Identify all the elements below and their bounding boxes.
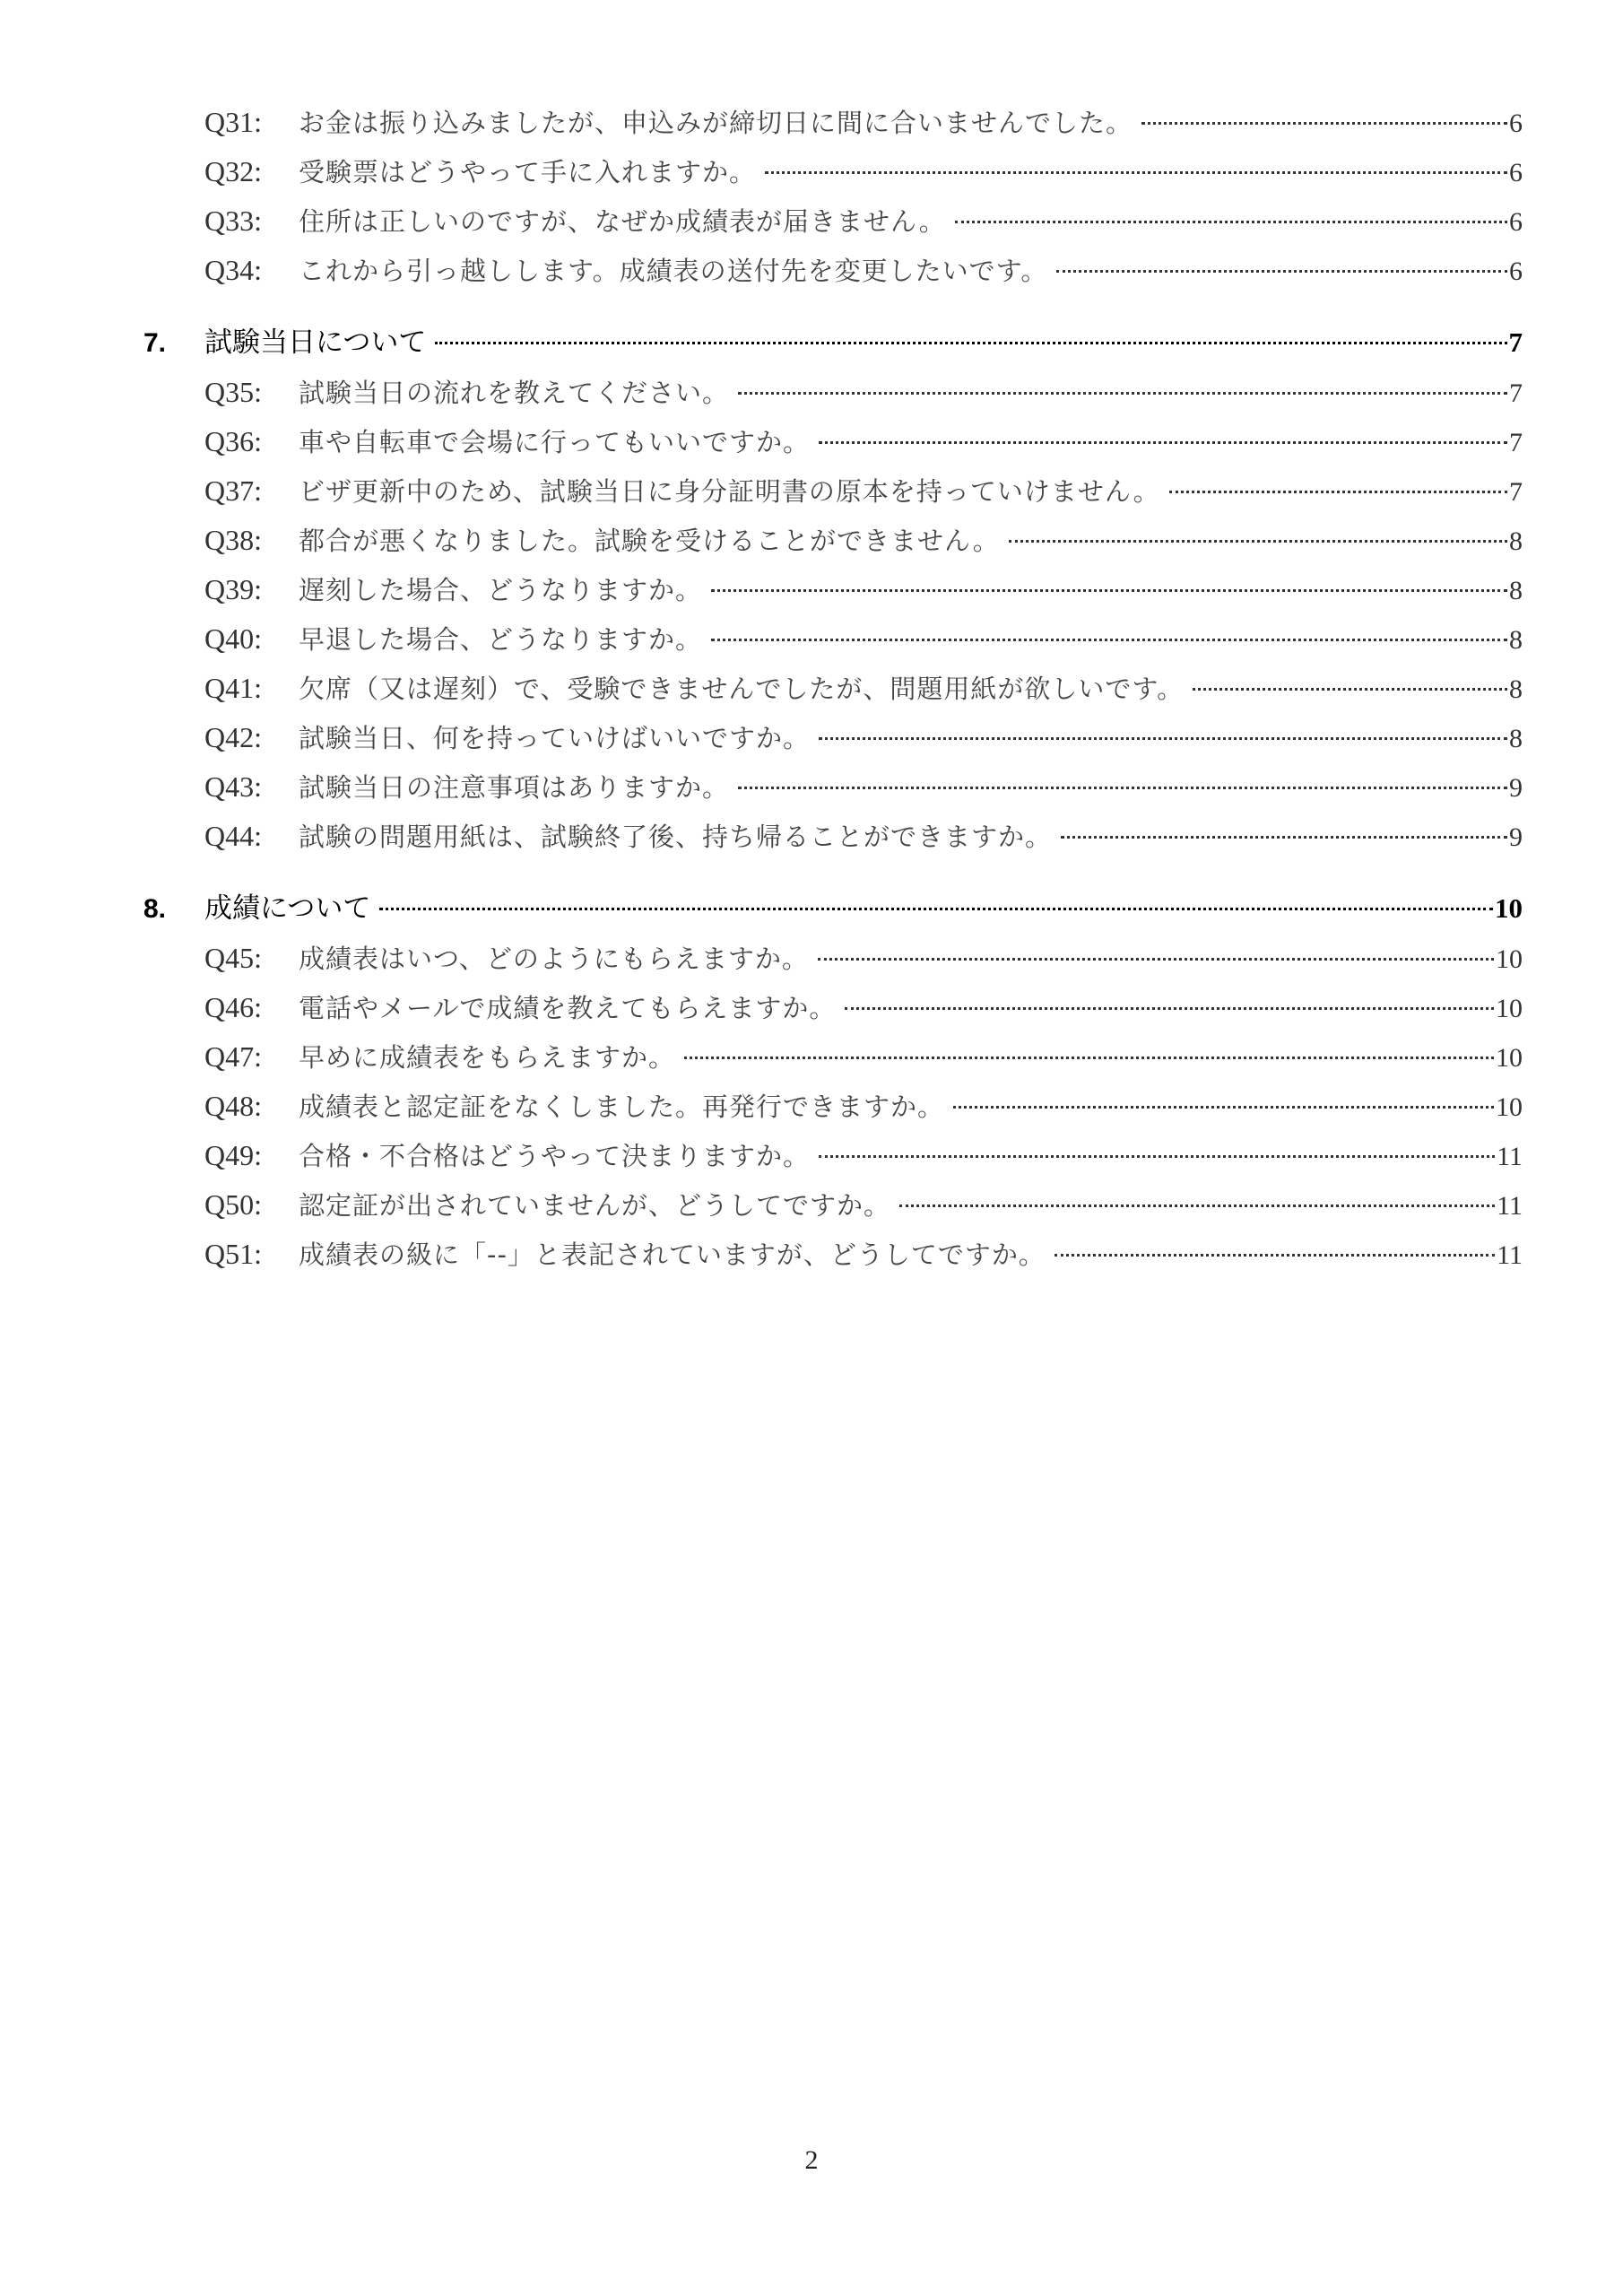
dot-leader: [1061, 836, 1507, 839]
entry-title: 試験当日の注意事項はありますか。: [299, 772, 730, 803]
section-title: 成績について: [204, 892, 371, 925]
toc-entry-q41[interactable]: [204, 666, 1523, 709]
entry-number: Q47:: [204, 1040, 262, 1073]
entry-number: Q46:: [204, 991, 262, 1023]
toc-entry-q48[interactable]: [204, 1084, 1523, 1127]
page-number-footer: 2: [804, 2145, 819, 2175]
entry-title: ビザ更新中のため、試験当日に身分証明書の原本を持っていけません。: [299, 476, 1160, 507]
entry-page-number: 8: [1509, 724, 1523, 753]
entry-number: Q36:: [204, 425, 262, 457]
toc-entry-q43[interactable]: [204, 765, 1523, 808]
entry-number: Q45:: [204, 942, 262, 974]
dot-leader: [765, 171, 1507, 174]
entry-title: 成績表の級に「--」と表記されていますが、どうしてですか。: [299, 1239, 1046, 1270]
toc-entry-q47[interactable]: [204, 1035, 1523, 1078]
entry-title: 早めに成績表をもらえますか。: [299, 1042, 676, 1073]
entry-number: Q33:: [204, 204, 262, 237]
entry-page-number: 8: [1509, 576, 1523, 605]
dot-leader: [819, 1155, 1495, 1158]
entry-title: 都合が悪くなりました。試験を受けることができません。: [299, 526, 1000, 556]
toc-entry-q33[interactable]: [204, 199, 1523, 242]
section-page-number: 10: [1495, 892, 1523, 924]
entry-title: 欠席（又は遅刻）で、受験できませんでしたが、問題用紙が欲しいです。: [299, 674, 1185, 704]
dot-leader: [738, 787, 1507, 789]
entry-number: Q42:: [204, 721, 262, 753]
entry-title: 電話やメールで成績を教えてもらえますか。: [299, 993, 837, 1023]
entry-page-number: 6: [1509, 158, 1523, 187]
entry-number: Q44:: [204, 820, 262, 852]
toc-entry-q44[interactable]: [204, 814, 1523, 857]
entry-title: 成績表と認定証をなくしました。再発行できますか。: [299, 1091, 945, 1122]
entry-number: Q49:: [204, 1139, 262, 1171]
toc-entry-q51[interactable]: [204, 1232, 1523, 1275]
entry-title: 認定証が出されていませんが、どうしてですか。: [299, 1190, 891, 1221]
section-title: 試験当日について: [204, 326, 427, 359]
entry-page-number: 10: [1496, 1092, 1523, 1122]
entry-page-number: 6: [1509, 207, 1523, 237]
dot-leader: [1056, 270, 1507, 273]
entry-page-number: 8: [1509, 526, 1523, 556]
entry-number: Q50:: [204, 1188, 262, 1221]
entry-title: 早退した場合、どうなりますか。: [299, 624, 703, 655]
entry-number: Q51:: [204, 1238, 262, 1270]
dot-leader: [684, 1057, 1494, 1059]
toc-entry-q32[interactable]: [204, 150, 1523, 193]
toc-entry-q42[interactable]: [204, 716, 1523, 759]
entry-page-number: 9: [1509, 822, 1523, 852]
toc-entry-q45[interactable]: [204, 936, 1523, 979]
entry-page-number: 10: [1496, 1043, 1523, 1073]
dot-leader: [899, 1205, 1495, 1207]
toc-entry-q49[interactable]: [204, 1134, 1523, 1177]
entry-page-number: 11: [1497, 1240, 1523, 1270]
entry-page-number: 8: [1509, 625, 1523, 655]
entry-title: 試験当日の流れを教えてください。: [299, 378, 730, 408]
entry-number: Q43:: [204, 770, 262, 803]
entry-number: Q31:: [204, 106, 262, 138]
dot-leader: [711, 639, 1507, 641]
toc-entry-q36[interactable]: [204, 420, 1523, 463]
entry-page-number: 7: [1509, 428, 1523, 457]
toc-entry-q39[interactable]: [204, 568, 1523, 611]
toc-entry-q31[interactable]: [204, 100, 1523, 144]
entry-title: 試験の問題用紙は、試験終了後、持ち帰ることができますか。: [299, 822, 1053, 852]
entry-title: 試験当日、何を持っていけばいいですか。: [299, 723, 811, 753]
toc-entry-q50[interactable]: [204, 1183, 1523, 1226]
entry-title: 車や自転車で会場に行ってもいいですか。: [299, 427, 811, 457]
entry-title: 受験票はどうやって手に入れますか。: [299, 157, 757, 187]
dot-leader: [845, 1007, 1494, 1010]
toc-section-7[interactable]: [143, 321, 1523, 364]
dot-leader: [379, 908, 1493, 910]
entry-page-number: 9: [1509, 773, 1523, 803]
entry-number: Q35:: [204, 376, 262, 408]
dot-leader: [1193, 688, 1507, 691]
dot-leader: [819, 737, 1507, 740]
entry-page-number: 11: [1497, 1142, 1523, 1171]
entry-title: これから引っ越しします。成績表の送付先を変更したいです。: [299, 256, 1048, 286]
entry-number: Q41:: [204, 672, 262, 704]
toc-entry-q38[interactable]: [204, 518, 1523, 561]
entry-number: Q34:: [204, 254, 262, 286]
entry-page-number: 6: [1509, 257, 1523, 286]
dot-leader: [1009, 540, 1507, 543]
entry-page-number: 7: [1509, 477, 1523, 507]
entry-title: お金は振り込みましたが、申込みが締切日に間に合いませんでした。: [299, 108, 1133, 138]
entry-number: Q39:: [204, 573, 262, 605]
toc-entry-q46[interactable]: [204, 986, 1523, 1029]
dot-leader: [818, 958, 1494, 961]
entry-page-number: 10: [1496, 944, 1523, 974]
toc-entry-q37[interactable]: [204, 469, 1523, 512]
dot-leader: [1169, 491, 1507, 493]
entry-number: Q48:: [204, 1090, 262, 1122]
entry-title: 成績表はいつ、どのようにもらえますか。: [299, 944, 809, 974]
entry-title: 住所は正しいのですが、なぜか成績表が届きません。: [299, 206, 946, 237]
dot-leader: [1141, 122, 1507, 125]
dot-leader: [953, 1106, 1494, 1109]
entry-number: Q40:: [204, 622, 262, 655]
entry-title: 合格・不合格はどうやって決まりますか。: [299, 1141, 811, 1171]
entry-number: Q38:: [204, 524, 262, 556]
entry-page-number: 11: [1497, 1191, 1523, 1221]
entry-page-number: 8: [1509, 674, 1523, 704]
section-page-number: 7: [1508, 326, 1523, 358]
entry-title: 遅刻した場合、どうなりますか。: [299, 575, 703, 605]
dot-leader: [819, 441, 1507, 444]
toc-entry-q35[interactable]: [204, 370, 1523, 413]
entry-number: Q37:: [204, 474, 262, 507]
toc-entry-q34[interactable]: [204, 248, 1523, 291]
dot-leader: [711, 589, 1507, 592]
dot-leader: [435, 342, 1506, 344]
entry-page-number: 7: [1509, 378, 1523, 408]
entry-number: Q32:: [204, 155, 262, 187]
dot-leader: [955, 221, 1507, 223]
section-number: 7.: [143, 328, 167, 358]
section-number: 8.: [143, 894, 167, 924]
entry-page-number: 10: [1496, 994, 1523, 1023]
toc-entry-q40[interactable]: [204, 617, 1523, 660]
dot-leader: [738, 392, 1507, 395]
toc-section-8[interactable]: [143, 887, 1523, 930]
dot-leader: [1055, 1254, 1495, 1257]
entry-page-number: 6: [1509, 109, 1523, 138]
